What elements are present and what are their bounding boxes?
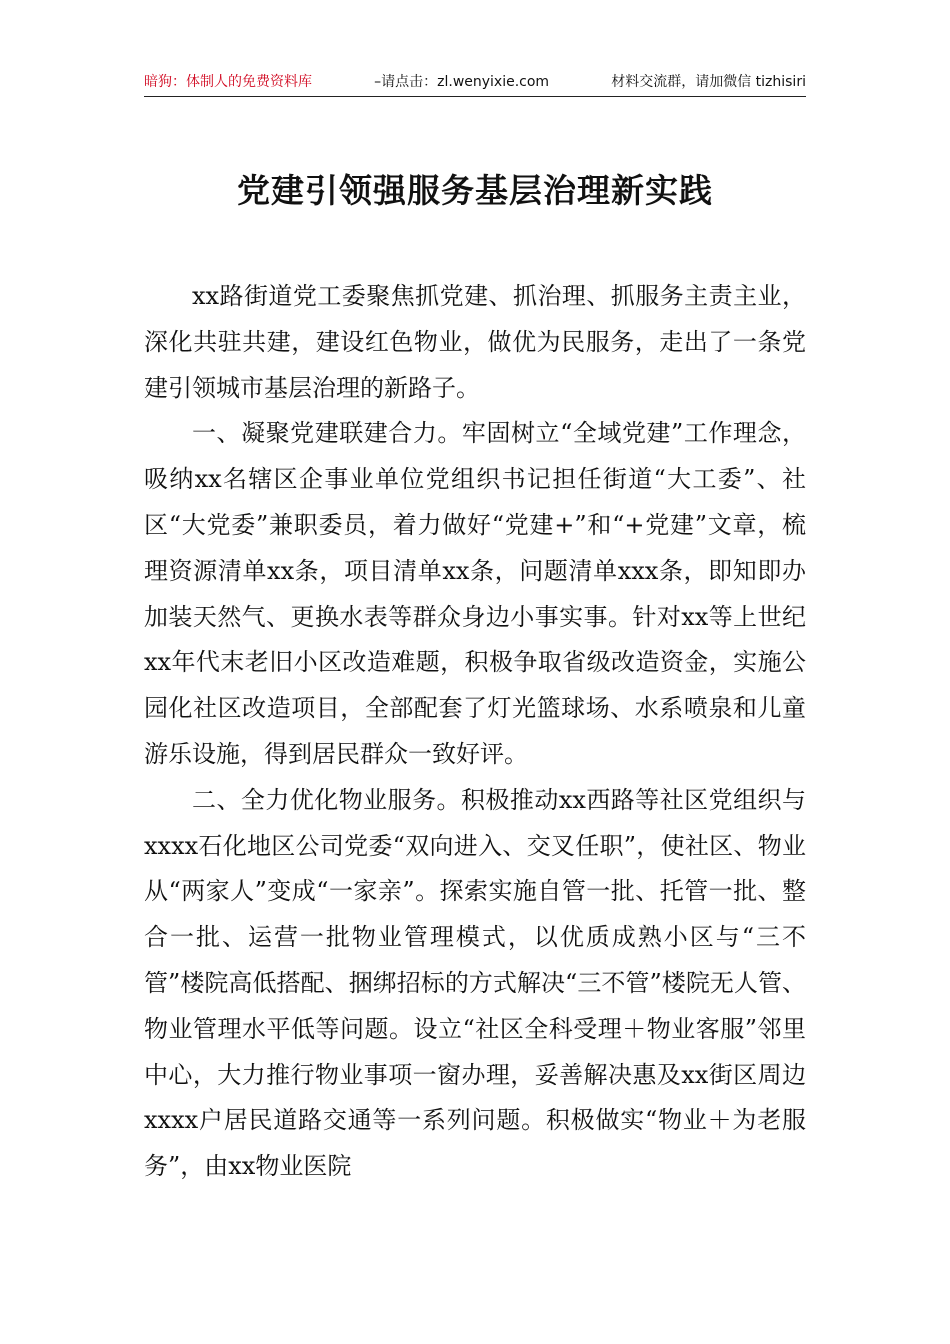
page-header xyxy=(144,70,806,94)
document-title: 党建引领强服务基层治理新实践 xyxy=(237,171,713,210)
document-body xyxy=(144,274,806,1190)
header-divider xyxy=(144,96,806,97)
paragraph-section-1: 一、凝聚党建联建合力。牢固树立“全域党建”工作理念，吸纳xx名辖区企事业单位党组织书记担任街道“大工委”、社区“大党委”兼职委员，着力做好“党建+”和“+党建”文章，梳理资源清单xx条，项目清单xx条，问题清单xxx条，即知即办加装天然气、更换水表等群众身边小事实事。针对xx等上世纪xx年代末老旧小区改造难题，积极争取省级改造资金，实施公园化社区改造项目，全部配套了灯光篮球场、水系喷泉和儿童游乐设施，得到居民群众一致好评。 xyxy=(144,419,806,768)
paragraph-intro: xx路街道党工委聚焦抓党建、抓治理、抓服务主责主业，深化共驻共建，建设红色物业，做优为民服务，走出了一条党建引领城市基层治理的新路子。 xyxy=(144,282,806,402)
paragraph-section-2: 二、全力优化物业服务。积极推动xx西路等社区党组织与xxxx石化地区公司党委“双向进入、交叉任职”，使社区、物业从“两家人”变成“一家亲”。探索实施自管一批、托管一批、整合一批、运营一批物业管理模式，以优质成熟小区与“三不管”楼院高低搭配、捆绑招标的方式解决“三不管”楼院无人管、物业管理水平低等问题。设立“社区全科受理＋物业客服”邻里中心，大力推行物业事项一窗办理，妥善解决惠及xx街区周边xxxx户居民道路交通等一系列问题。积极做实“物业＋为老服务”，由xx物业医院 xyxy=(144,785,806,1181)
header-contact-text: 材料交流群，请加微信 tizhisiri xyxy=(611,74,806,90)
header-link-text[interactable]: –请点击：zl.wenyixie.com xyxy=(374,74,550,90)
header-site-name: 暗狗：体制人的免费资料库 xyxy=(144,74,312,90)
